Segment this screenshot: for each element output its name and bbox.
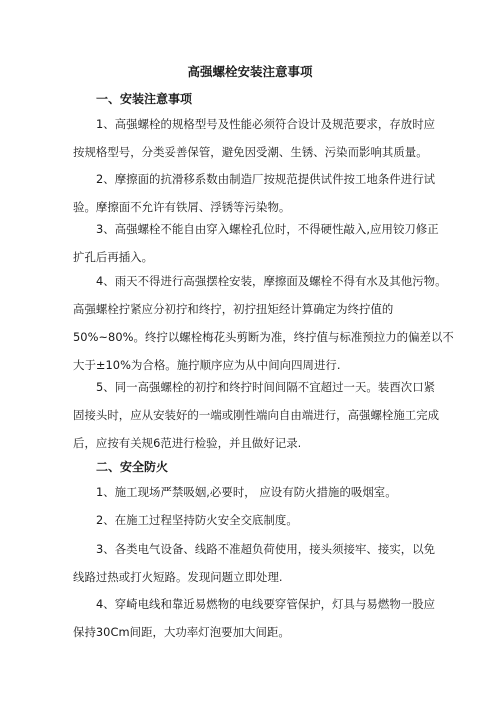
paragraph-line: 线路过热或打火短路。发现问题立即处理. [73, 570, 283, 584]
paragraph-line: 保持30Cm间距，大功率灯泡要加大间距。 [73, 625, 290, 639]
paragraph-1-4 [73, 267, 454, 379]
section-heading-fire-safety: 二、安全防火 [96, 460, 169, 474]
paragraph-line: 4、穿崎电线和靠近易燃物的电线要穿管保护，灯具与易燃物一股应 [96, 597, 436, 611]
paragraph-line: 1、施工现场严禁吸姻,必要时， 应设有防火措施的吸烟室。 [96, 485, 397, 499]
paragraph-2-4 [73, 590, 436, 646]
paragraph-line: 4、雨天不得进行高强摆栓安装，摩擦面及螺栓不得有水及其他污物。 [96, 274, 447, 288]
paragraph-line: 后，应按有关规6范进行检验，并且做好记录. [73, 436, 302, 450]
paragraph-2-3 [73, 535, 436, 591]
paragraph-line: 大于±10%为合格。施拧顺序应为从中间向四周进行. [73, 358, 341, 372]
paragraph-line: 按规格型号，分类妥善保管，避免因受潮、生锈、污染而影响其质量。 [73, 145, 428, 159]
paragraph-line: 3、各类电气设备、线路不准超负荷使用，接头须接牢、接实，以免 [96, 542, 436, 556]
paragraph-line: 验。摩擦面不允许有铁屑、浮锈等污染物。 [73, 200, 291, 214]
paragraph-line: 3、高强螺栓不能自由穿入螺栓孔位时，不得硬性敲入,应用铰刀修正 [96, 222, 439, 236]
paragraph-line: 5、同一高强螺栓的初拧和终拧时间间隔不宜超过一天。装酉次口紧 [96, 380, 436, 394]
paragraph-2-1 [73, 478, 433, 506]
paragraph-1-1 [73, 110, 436, 166]
paragraph-line: 2、摩擦面的抗滑移系数由制造厂按规范提供试件按工地条件进行试 [96, 172, 436, 186]
section-heading-installation: 一、安装注意事项 [96, 92, 193, 106]
paragraph-line: 1、高强螺栓的规格型号及性能必须符合设计及规范要求，存放时应 [96, 117, 436, 131]
paragraph-line: 50%~80%。终拧以螺栓梅花头剪断为准，终拧值与标准预拉力的偏差以不 [73, 330, 454, 344]
paragraph-2-2 [73, 506, 433, 534]
document-title: 高强螺栓安装注意事项 [187, 64, 313, 79]
paragraph-1-3 [73, 215, 439, 271]
paragraph-line: 2、在施工过程坚持防火安全交底制度。 [96, 513, 298, 527]
paragraph-1-2 [73, 165, 436, 221]
paragraph-line: 固接头时，应从安装好的一端或刚性端向自由端进行，高强螺栓施工完成 [73, 408, 440, 422]
paragraph-line: 扩孔后再插入。 [73, 250, 154, 264]
paragraph-1-5 [73, 373, 440, 457]
paragraph-line: 高强螺栓拧紧应分初拧和终拧，初拧扭矩经计算确定为终拧值的 [73, 302, 394, 316]
